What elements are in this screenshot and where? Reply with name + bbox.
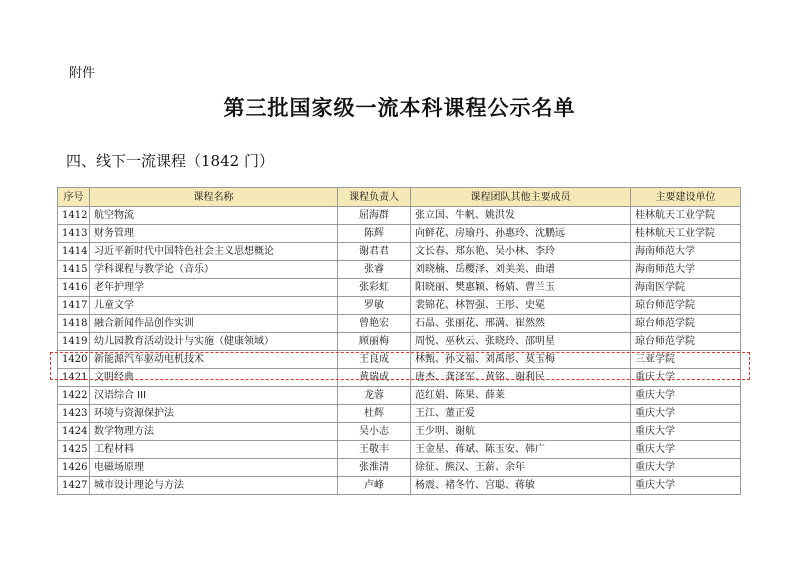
cell-institution: 海南师范大学 [631, 261, 741, 279]
table-row [58, 459, 741, 477]
table-row [58, 423, 741, 441]
cell-index: 1413 [58, 225, 90, 243]
table-row [58, 369, 741, 387]
page-title: 第三批国家级一流本科课程公示名单 [223, 95, 576, 120]
cell-course-name: 城市设计理论与方法 [90, 477, 338, 495]
cell-team: 文长春、郑东艳、吴小林、李玲 [411, 243, 631, 261]
cell-team: 杨震、褚冬竹、宫聪、蒋敏 [411, 477, 631, 495]
cell-index: 1415 [58, 261, 90, 279]
cell-course-name: 环境与资源保护法 [90, 405, 338, 423]
cell-course-name: 新能源汽车驱动电机技术 [90, 351, 338, 369]
cell-index: 1422 [58, 387, 90, 405]
cell-team: 向鲜花、房瑜丹、孙惠玲、沈鹏远 [411, 225, 631, 243]
cell-lead: 曾艳宏 [338, 315, 411, 333]
cell-course-name: 工程材料 [90, 441, 338, 459]
cell-course-name: 数学物理方法 [90, 423, 338, 441]
cell-team: 唐杰、龚泽军、黄铭、谢利民 [411, 369, 631, 387]
cell-course-name: 航空物流 [90, 207, 338, 225]
cell-lead: 王良成 [338, 351, 411, 369]
cell-index: 1426 [58, 459, 90, 477]
table-row [58, 333, 741, 351]
cell-course-name: 电磁场原理 [90, 459, 338, 477]
cell-institution: 海南师范大学 [631, 243, 741, 261]
header-lead: 课程负责人 [338, 188, 411, 207]
table-row [58, 351, 741, 369]
cell-institution: 重庆大学 [631, 459, 741, 477]
cell-institution: 桂林航天工业学院 [631, 207, 741, 225]
cell-team: 王少明、谢航 [411, 423, 631, 441]
cell-institution: 琼台师范学院 [631, 315, 741, 333]
cell-course-name: 文明经典 [90, 369, 338, 387]
header-course-name: 课程名称 [90, 188, 338, 207]
cell-team: 王金星、蒋斌、陈玉安、韩广 [411, 441, 631, 459]
header-team: 课程团队其他主要成员 [411, 188, 631, 207]
cell-course-name: 学科课程与教学论（音乐） [90, 261, 338, 279]
cell-index: 1412 [58, 207, 90, 225]
cell-institution: 三亚学院 [631, 351, 741, 369]
cell-institution: 重庆大学 [631, 441, 741, 459]
cell-team: 林甄、孙文福、刘禹彤、莫玉梅 [411, 351, 631, 369]
table-row [58, 387, 741, 405]
table-row [58, 441, 741, 459]
cell-institution: 重庆大学 [631, 387, 741, 405]
cell-index: 1418 [58, 315, 90, 333]
cell-institution: 琼台师范学院 [631, 333, 741, 351]
table-row [58, 207, 741, 225]
cell-lead: 张彩虹 [338, 279, 411, 297]
cell-institution: 重庆大学 [631, 477, 741, 495]
cell-institution: 桂林航天工业学院 [631, 225, 741, 243]
cell-course-name: 财务管理 [90, 225, 338, 243]
course-table [57, 187, 741, 495]
cell-institution: 重庆大学 [631, 369, 741, 387]
cell-team: 刘晓楠、岳樱泽、刘美美、曲谱 [411, 261, 631, 279]
cell-institution: 海南医学院 [631, 279, 741, 297]
cell-lead: 屈海群 [338, 207, 411, 225]
cell-index: 1416 [58, 279, 90, 297]
table-row [58, 405, 741, 423]
cell-lead: 杜辉 [338, 405, 411, 423]
cell-team: 阳晓丽、樊惠颖、杨婧、曹兰玉 [411, 279, 631, 297]
cell-course-name: 老年护理学 [90, 279, 338, 297]
cell-team: 裴锦花、林智强、王彤、史冕 [411, 297, 631, 315]
cell-lead: 张睿 [338, 261, 411, 279]
section-heading: 四、线下一流课程（1842 门） [66, 152, 274, 170]
cell-lead: 陈辉 [338, 225, 411, 243]
table-body [58, 207, 741, 495]
table-row [58, 225, 741, 243]
cell-lead: 黄瑞成 [338, 369, 411, 387]
header-row [58, 188, 741, 207]
cell-course-name: 融合新闻作品创作实训 [90, 315, 338, 333]
cell-lead: 吴小志 [338, 423, 411, 441]
cell-institution: 重庆大学 [631, 405, 741, 423]
cell-index: 1421 [58, 369, 90, 387]
cell-institution: 琼台师范学院 [631, 297, 741, 315]
table-row [58, 477, 741, 495]
cell-team: 范红娟、陈果、薛莱 [411, 387, 631, 405]
cell-index: 1420 [58, 351, 90, 369]
cell-lead: 张淮清 [338, 459, 411, 477]
cell-index: 1423 [58, 405, 90, 423]
cell-course-name: 汉语综合 III [90, 387, 338, 405]
header-institution: 主要建设单位 [631, 188, 741, 207]
cell-team: 周悦、巫秋云、张晓玲、邵明星 [411, 333, 631, 351]
cell-institution: 重庆大学 [631, 423, 741, 441]
cell-lead: 顾丽梅 [338, 333, 411, 351]
table-row [58, 315, 741, 333]
attachment-label: 附件 [69, 66, 96, 81]
table-row [58, 261, 741, 279]
cell-index: 1417 [58, 297, 90, 315]
table-header [58, 188, 741, 207]
cell-index: 1424 [58, 423, 90, 441]
header-index: 序号 [58, 188, 90, 207]
table-row [58, 243, 741, 261]
cell-team: 石晶、张丽花、邢满、崔然然 [411, 315, 631, 333]
cell-team: 王江、董正爱 [411, 405, 631, 423]
cell-course-name: 儿童文学 [90, 297, 338, 315]
cell-team: 徐征、熊汉、王薪、余年 [411, 459, 631, 477]
cell-lead: 王敬丰 [338, 441, 411, 459]
table-row [58, 297, 741, 315]
cell-lead: 谢君君 [338, 243, 411, 261]
cell-course-name: 习近平新时代中国特色社会主义思想概论 [90, 243, 338, 261]
cell-team: 张立国、牛帆、姚洪发 [411, 207, 631, 225]
cell-index: 1414 [58, 243, 90, 261]
cell-lead: 龙蓉 [338, 387, 411, 405]
cell-course-name: 幼儿园教育活动设计与实施（健康领域） [90, 333, 338, 351]
cell-lead: 卢峰 [338, 477, 411, 495]
cell-index: 1427 [58, 477, 90, 495]
cell-index: 1425 [58, 441, 90, 459]
table-row [58, 279, 741, 297]
cell-lead: 罗敏 [338, 297, 411, 315]
cell-index: 1419 [58, 333, 90, 351]
